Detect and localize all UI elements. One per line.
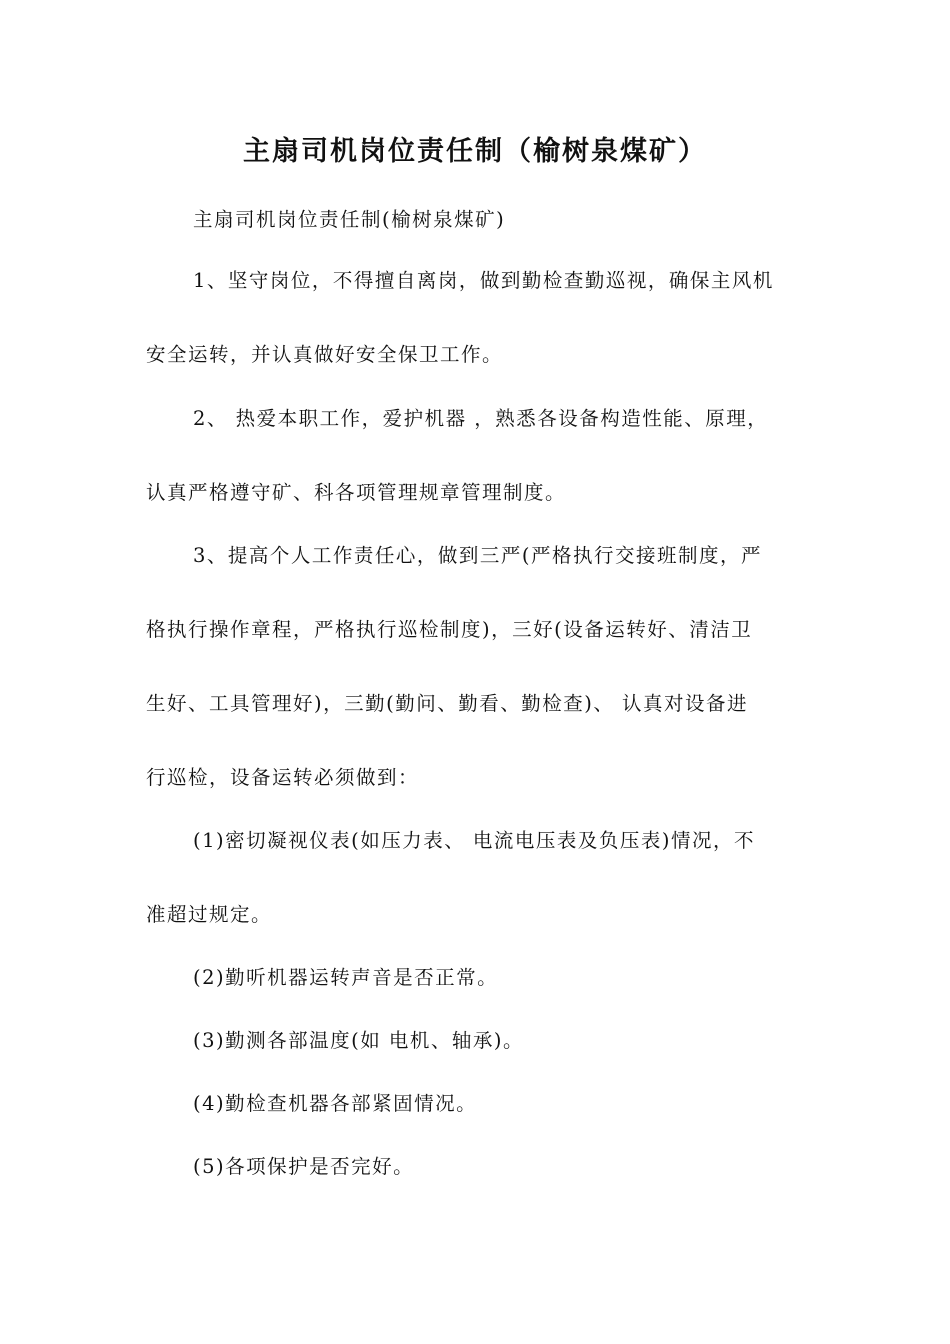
text-line-4: 认真严格遵守矿、科各项管理规章管理制度。 — [146, 481, 567, 504]
text-line-11: (2)勤听机器运转声音是否正常。 — [193, 966, 499, 989]
text-line-12: (3)勤测各部温度(如 电机、轴承)。 — [193, 1029, 525, 1052]
subtitle-line: 主扇司机岗位责任制(榆树泉煤矿) — [193, 208, 506, 231]
text-line-13: (4)勤检查机器各部紧固情况。 — [193, 1092, 478, 1115]
text-line-8: 行巡检，设备运转必须做到： — [146, 766, 420, 789]
text-line-5: 3、提高个人工作责任心，做到三严(严格执行交接班制度，严 — [193, 544, 763, 567]
text-line-1: 1、坚守岗位，不得擅自离岗，做到勤检查勤巡视，确保主风机 — [193, 269, 774, 292]
text-line-2: 安全运转，并认真做好安全保卫工作。 — [146, 343, 504, 366]
text-line-9: (1)密切凝视仪表(如压力表、 电流电压表及负压表)情况，不 — [193, 829, 756, 852]
page-title: 主扇司机岗位责任制（榆树泉煤矿） — [243, 136, 707, 167]
text-line-3: 2、 热爱本职工作，爱护机器 ，熟悉各设备构造性能、原理， — [193, 407, 769, 430]
text-line-6: 格执行操作章程，严格执行巡检制度)，三好(设备运转好、清洁卫 — [146, 618, 753, 641]
text-line-14: (5)各项保护是否完好。 — [193, 1155, 415, 1178]
text-line-10: 准超过规定。 — [146, 903, 273, 926]
text-line-7: 生好、工具管理好)，三勤(勤问、勤看、勤检查)、 认真对设备进 — [146, 692, 749, 715]
